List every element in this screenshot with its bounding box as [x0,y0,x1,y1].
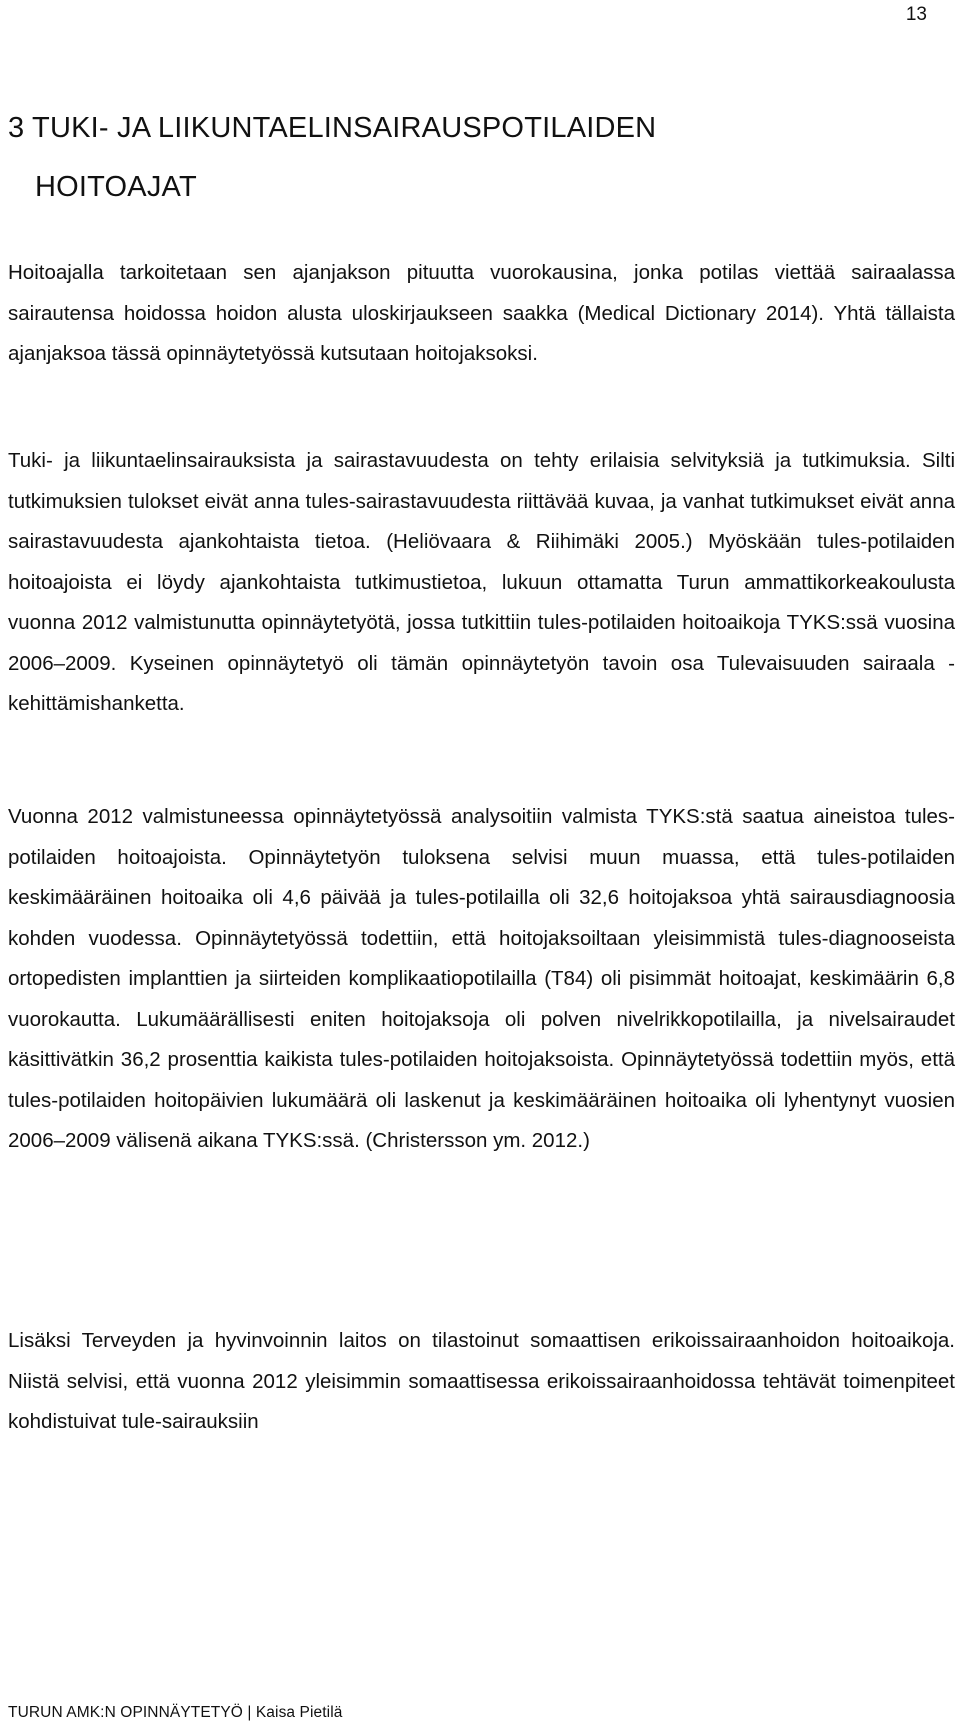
page-number: 13 [905,4,927,25]
chapter-title-line-1: 3 TUKI- JA LIIKUNTAELINSAIRAUSPOTILAIDEN [8,112,657,144]
paragraph-4: Lisäksi Terveyden ja hyvinvoinnin laitos on tilastoinut somaattisen erikoissairaanhoidon hoitoaikoja. Niistä selvisi, että vuonna 2012 yleisimmin somaattisessa erikoissairaanhoidossa tehtävät toimenpiteet kohdistuivat tule-sairauksiin [8,1329,955,1433]
chapter-title [8,99,908,217]
paragraph-3: Vuonna 2012 valmistuneessa opinnäytetyössä analysoitiin valmista TYKS:stä saatua aineistoa tules-potilaiden hoitoajoista. Opinnäytetyön tuloksena selvisi muun muassa, että tules-potilaiden keskimääräinen hoitoaika oli 4,6 päivää ja tules-potilailla oli 32,6 hoitojaksoa yhtä sairausdiagnoosia kohden vuodessa. Opinnäytetyössä todettiin, että hoitojaksoiltaan yleisimmistä tules-diagnooseista ortopedisten implanttien ja siirteiden komplikaatiopotilailla (T84) oli pisimmät hoitoajat, keskimäärin 6,8 vuorokautta. Lukumäärällisesti eniten hoitojaksoja oli polven nivelrikkopotilailla, ja nivelsairaudet käsittivätkin 36,2 prosenttia kaikista tules-potilaiden hoitojaksoista. Opinnäytetyössä todettiin myös, että tules-potilaiden hoitopäivien lukumäärä oli laskenut ja keskimääräinen hoitoaika oli lyhentynyt vuosien 2006–2009 välisenä aikana TYKS:ssä. (Christersson ym. 2012.) [8,805,955,1152]
footer: TURUN AMK:N OPINNÄYTETYÖ | Kaisa Pietilä [8,1704,343,1721]
paragraph-1: Hoitoajalla tarkoitetaan sen ajanjakson pituutta vuorokausina, jonka potilas viettää sairaalassa sairautensa hoidossa hoidon alusta uloskirjaukseen saakka (Medical Dictionary 2014). Yhtä tällaista ajanjaksoa tässä opinnäytetyössä kutsutaan hoitojaksoksi. [8,261,955,365]
chapter-title-line-2: HOITOAJAT [35,171,197,203]
paragraph-2: Tuki- ja liikuntaelinsairauksista ja sairastavuudesta on tehty erilaisia selvityksiä ja tutkimuksia. Silti tutkimuksien tulokset eivät anna tules-sairastavuudesta riittävää kuvaa, ja vanhat tutkimukset eivät anna sairastavuudesta ajankohtaista tietoa. (Heliövaara & Riihimäki 2005.) Myöskään tules-potilaiden hoitoajoista ei löydy ajankohtaista tutkimustietoa, lukuun ottamatta Turun ammattikorkeakoulusta vuonna 2012 valmistunutta opinnäytetyötä, jossa tutkittiin tules-potilaiden hoitoaikoja TYKS:ssä vuosina 2006–2009. Kyseinen opinnäytetyö oli tämän opinnäytetyön tavoin osa Tulevaisuuden sairaala -kehittämishanketta. [8,449,955,715]
